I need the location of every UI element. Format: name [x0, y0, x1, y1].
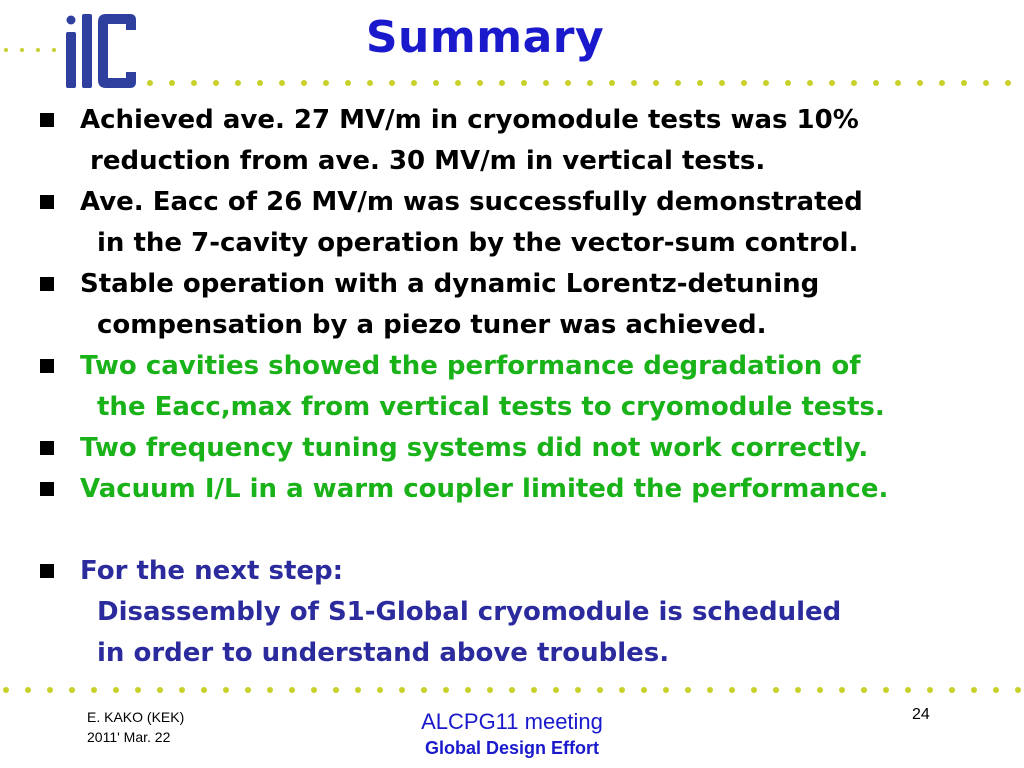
dot	[729, 687, 735, 693]
dot	[531, 687, 537, 693]
spacer	[38, 510, 1013, 551]
dot	[575, 687, 581, 693]
dot	[641, 687, 647, 693]
dot	[895, 80, 901, 86]
bullet-line: For the next step:	[80, 556, 344, 586]
dot	[147, 80, 153, 86]
dot	[52, 48, 56, 52]
dot	[345, 80, 351, 86]
dot	[829, 80, 835, 86]
logo-mark	[66, 14, 136, 88]
bullet-item	[38, 346, 1013, 428]
dot	[4, 48, 8, 52]
dot	[773, 687, 779, 693]
dot	[917, 80, 923, 86]
dot	[961, 80, 967, 86]
dot	[741, 80, 747, 86]
dot	[169, 80, 175, 86]
bullet-line: Achieved ave. 27 MV/m in cryomodule tests was 10%	[80, 105, 859, 135]
page-number: 24	[912, 706, 930, 723]
dot	[807, 80, 813, 86]
bullet-list	[38, 100, 1013, 674]
bullet-item	[38, 469, 1013, 510]
dot	[609, 80, 615, 86]
dot	[851, 80, 857, 86]
dot	[905, 687, 911, 693]
bullet-line: Disassembly of S1-Global cryomodule is scheduled	[97, 597, 842, 627]
dot	[311, 687, 317, 693]
dot	[20, 48, 24, 52]
dot	[289, 687, 295, 693]
dot	[113, 687, 119, 693]
dot	[47, 687, 53, 693]
square-bullet-icon	[40, 277, 54, 291]
dot	[543, 80, 549, 86]
dot	[619, 687, 625, 693]
dot	[509, 687, 515, 693]
bottom-dots-group	[3, 687, 1021, 693]
dot	[36, 48, 40, 52]
dot	[355, 687, 361, 693]
bullet-line: in the 7-cavity operation by the vector-sum control.	[97, 228, 859, 258]
ilc-logo	[60, 10, 142, 92]
dot	[267, 687, 273, 693]
dot	[521, 80, 527, 86]
dot	[587, 80, 593, 86]
dot	[179, 687, 185, 693]
bullet-item	[38, 428, 1013, 469]
square-bullet-icon	[40, 359, 54, 373]
logo-dots-left	[0, 45, 60, 55]
dot	[223, 687, 229, 693]
dot	[1005, 80, 1011, 86]
dot	[301, 80, 307, 86]
dot	[245, 687, 251, 693]
dot	[377, 687, 383, 693]
top-dotted-rule	[0, 77, 1024, 89]
dot	[675, 80, 681, 86]
dot	[279, 80, 285, 86]
dot	[157, 687, 163, 693]
top-dots-group	[147, 80, 1011, 86]
dot	[465, 687, 471, 693]
bullet-line: Two frequency tuning systems did not work correctly.	[80, 433, 869, 463]
square-bullet-icon	[40, 482, 54, 496]
dot	[367, 80, 373, 86]
bullet-item	[38, 264, 1013, 346]
dot	[433, 80, 439, 86]
dot	[443, 687, 449, 693]
bullet-line: in order to understand above troubles.	[97, 638, 670, 668]
dot	[1015, 687, 1021, 693]
dot	[499, 80, 505, 86]
bullet-item	[38, 100, 1013, 182]
square-bullet-icon	[40, 441, 54, 455]
dot	[873, 80, 879, 86]
bullet-line: the Eacc,max from vertical tests to cryomodule tests.	[97, 392, 885, 422]
footer-meeting: ALCPG11 meeting	[421, 709, 603, 734]
dot	[839, 687, 845, 693]
dot	[983, 80, 989, 86]
square-bullet-icon	[40, 113, 54, 127]
footer-meeting-block	[362, 707, 662, 759]
dot	[949, 687, 955, 693]
dot	[685, 687, 691, 693]
dot	[399, 687, 405, 693]
bullet-line: compensation by a piezo tuner was achieved.	[97, 310, 767, 340]
dot	[883, 687, 889, 693]
dot	[663, 687, 669, 693]
dot	[597, 687, 603, 693]
dot	[553, 687, 559, 693]
footer-author: E. KAKO (KEK)	[87, 709, 185, 725]
dot	[25, 687, 31, 693]
dot	[91, 687, 97, 693]
bullet-line: Stable operation with a dynamic Lorentz-detuning	[80, 269, 820, 299]
dot	[707, 687, 713, 693]
dot	[323, 80, 329, 86]
dot	[785, 80, 791, 86]
dot	[565, 80, 571, 86]
footer-author-block	[87, 707, 184, 747]
square-bullet-icon	[40, 564, 54, 578]
dot	[939, 80, 945, 86]
dot	[631, 80, 637, 86]
dot	[817, 687, 823, 693]
dot	[333, 687, 339, 693]
footer-date: 2011' Mar. 22	[87, 729, 171, 745]
dot	[487, 687, 493, 693]
dot	[697, 80, 703, 86]
dot	[993, 687, 999, 693]
dot	[135, 687, 141, 693]
dot	[3, 687, 9, 693]
dot	[257, 80, 263, 86]
dot	[861, 687, 867, 693]
bullet-item	[38, 182, 1013, 264]
dot	[927, 687, 933, 693]
footer-organization: Global Design Effort	[424, 738, 599, 758]
dot	[389, 80, 395, 86]
dot	[477, 80, 483, 86]
dot	[235, 80, 241, 86]
dot	[763, 80, 769, 86]
dot	[421, 687, 427, 693]
bullet-line: Ave. Eacc of 26 MV/m was successfully demonstrated	[80, 187, 863, 217]
dot	[751, 687, 757, 693]
dot	[213, 80, 219, 86]
bullet-line: Two cavities showed the performance degradation of	[80, 351, 861, 381]
bullet-item	[38, 551, 1013, 674]
dot	[719, 80, 725, 86]
bullet-line: reduction from ave. 30 MV/m in vertical tests.	[90, 146, 766, 176]
bullet-line: Vacuum I/L in a warm coupler limited the performance.	[80, 474, 889, 504]
dot	[653, 80, 659, 86]
bottom-dotted-rule	[0, 684, 1024, 696]
dot	[455, 80, 461, 86]
dot	[411, 80, 417, 86]
square-bullet-icon	[40, 195, 54, 209]
page-title: Summary	[365, 12, 605, 63]
dot	[201, 687, 207, 693]
dot	[191, 80, 197, 86]
dot	[795, 687, 801, 693]
dot	[971, 687, 977, 693]
dot	[69, 687, 75, 693]
